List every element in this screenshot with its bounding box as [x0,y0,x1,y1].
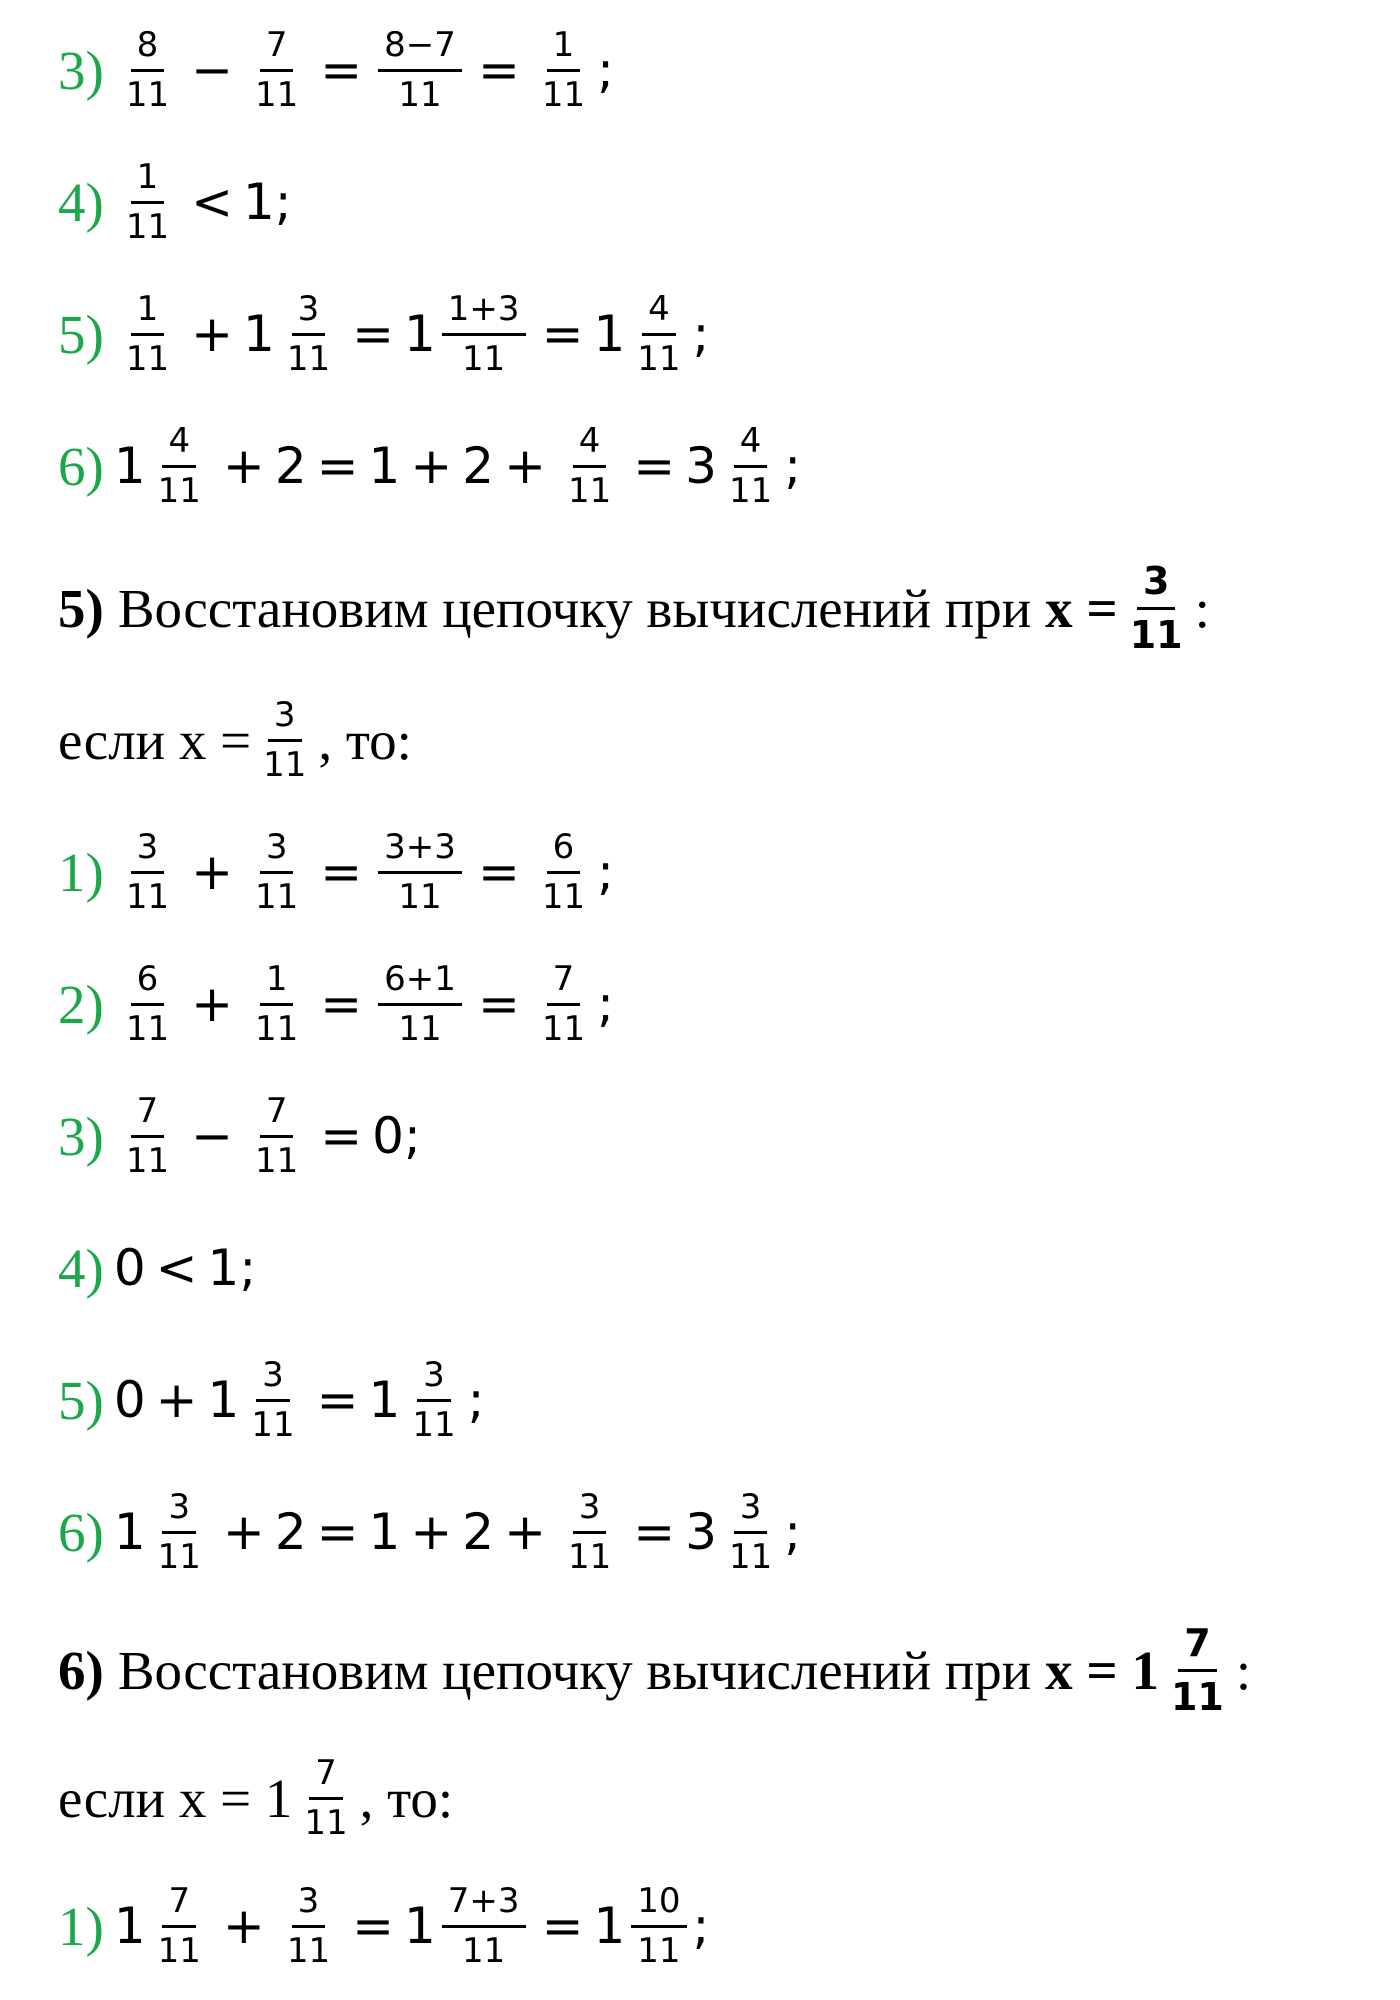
operator: = [316,1503,359,1561]
math-text: 1 [243,305,275,363]
math-text: 3 [685,1503,717,1561]
math-text: 1 [368,437,401,495]
fraction-denominator: 11 [728,470,773,511]
math-text: ; [784,1503,802,1561]
math-text: 1 [403,305,436,363]
fraction-denominator: 11 [251,1404,295,1445]
step-number: 3) [58,39,104,101]
operator: + [504,1503,546,1561]
fraction-numerator: 3+3 [378,828,462,873]
fraction [536,960,591,1047]
fraction [378,960,462,1047]
operator: = [320,41,363,99]
fraction [152,1882,207,1969]
math-text: 1 [113,1503,146,1561]
math-text: 1 [403,1897,436,1955]
fraction-denominator: 11 [255,1140,299,1181]
fraction-numerator: 3 [573,1488,607,1533]
operator: = [320,1107,363,1165]
fraction-denominator: 11 [125,206,170,247]
math-text: ; [784,437,802,495]
fraction [120,1092,175,1179]
fraction-denominator: 11 [125,338,170,379]
section6-heading-var: x = 1 [1045,1639,1159,1701]
fraction-denominator: 11 [412,1404,456,1445]
fraction-denominator: 11 [1170,1674,1224,1719]
fraction-denominator: 11 [462,1930,506,1971]
math-text: ; [597,975,614,1033]
math-text: ; [467,1371,485,1429]
math-text: 1; [243,173,292,231]
math-text: 0; [372,1107,421,1165]
operator: = [477,41,520,99]
math-text: 0 [113,1371,146,1429]
section5-step-2 [58,944,614,1064]
operator: − [191,41,233,99]
fraction-denominator: 11 [398,74,442,115]
step-number: 6) [58,435,104,497]
fraction-numerator: 1 [131,158,165,203]
block1-step-5 [58,274,709,394]
fraction [442,1882,526,1969]
math-text: ; [692,305,710,363]
fraction-denominator: 11 [157,1930,201,1971]
section6-heading-colon: : [1235,1639,1252,1701]
fraction-denominator: 11 [567,1536,612,1577]
fraction-denominator: 11 [567,470,612,511]
block1-step-6 [58,406,801,526]
fraction [562,422,617,509]
step-number: 1) [58,1895,104,1957]
fraction-numerator: 6 [547,828,581,873]
fraction-denominator: 11 [304,1802,348,1843]
section5-step-5 [58,1340,484,1460]
fraction-numerator: 7 [260,1092,294,1137]
section6-condition-fraction [298,1754,353,1841]
fraction-denominator: 11 [462,338,506,379]
fraction [631,1882,686,1969]
section6-condition [58,1738,453,1858]
math-text: 3 [685,437,717,495]
operator: < [191,173,233,231]
operator: + [222,1897,265,1955]
section6-condition-suffix: , то: [359,1767,454,1829]
fraction-numerator: 3 [292,290,326,335]
step-number: 4) [58,1237,104,1299]
operator: + [191,975,233,1033]
fraction-numerator: 1 [260,960,294,1005]
section5-step-3 [58,1076,421,1196]
fraction [723,1488,778,1575]
fraction-numerator: 7 [260,26,294,71]
fraction-numerator: 8 [131,26,165,71]
fraction-numerator: 1+3 [442,290,526,335]
fraction [245,1356,300,1443]
fraction [249,1092,304,1179]
fraction-numerator: 8−7 [378,26,462,71]
fraction [406,1356,461,1443]
operator: = [633,437,676,495]
fraction [152,1488,207,1575]
section5-heading-fraction [1124,560,1189,656]
fraction-denominator: 11 [255,876,299,917]
fraction-numerator: 7+3 [442,1882,526,1927]
operator: + [504,437,546,495]
step-number: 1) [58,841,104,903]
fraction-numerator: 7 [131,1092,165,1137]
step-number: 5) [58,1369,104,1431]
section6-heading [58,1610,1251,1730]
fraction-denominator: 11 [728,1536,773,1577]
fraction-denominator: 11 [157,1536,201,1577]
operator: = [316,1371,359,1429]
fraction [249,26,304,113]
step-number: 3) [58,1105,104,1167]
operator: − [191,1107,233,1165]
step-number: 6) [58,1501,104,1563]
fraction-denominator: 11 [125,876,170,917]
math-text: 0 [113,1239,146,1297]
math-text: 2 [274,1503,307,1561]
math-text: ; [597,41,614,99]
fraction-numerator: 7 [547,960,581,1005]
fraction-numerator: 4 [162,422,196,467]
fraction-denominator: 11 [125,1008,170,1049]
section6-heading-text: Восстановим цепочку вычислений при [117,1639,1032,1701]
fraction-denominator: 11 [286,1930,331,1971]
operator: + [222,437,265,495]
operator: = [477,975,520,1033]
math-text: 2 [462,1503,495,1561]
section5-condition-prefix: если x = [58,709,252,771]
fraction [536,828,591,915]
fraction [631,290,686,377]
step-number: 2) [58,973,104,1035]
fraction-denominator: 11 [255,74,299,115]
fraction [723,422,778,509]
fraction-numerator: 3 [417,1356,451,1401]
fraction-numerator: 7 [162,1882,196,1927]
fraction-numerator: 4 [734,422,768,467]
step-number: 5) [58,303,104,365]
operator: + [410,1503,453,1561]
fraction [378,26,462,113]
fraction-numerator: 10 [631,1882,686,1927]
fraction [120,26,175,113]
fraction-denominator: 11 [398,1008,442,1049]
fraction-denominator: 11 [263,744,307,785]
fraction-denominator: 11 [1129,612,1183,657]
fraction-denominator: 11 [157,470,201,511]
operator: = [316,437,359,495]
fraction-numerator: 3 [268,696,302,741]
fraction-numerator: 1 [131,290,165,335]
fraction-denominator: 11 [255,1008,299,1049]
fraction [249,828,304,915]
math-text: 2 [274,437,307,495]
fraction-denominator: 11 [125,1140,170,1181]
fraction-denominator: 11 [541,74,586,115]
fraction-numerator: 3 [292,1882,326,1927]
fraction-denominator: 11 [637,338,681,379]
math-text: 1; [207,1239,257,1297]
math-text: 1 [593,1897,626,1955]
fraction-numerator: 3 [162,1488,196,1533]
section6-step-1 [58,1866,709,1986]
fraction [442,290,526,377]
math-text: 1 [368,1371,401,1429]
fraction-numerator: 4 [573,422,607,467]
section5-step-4 [58,1208,256,1328]
operator: + [222,1503,265,1561]
fraction-numerator: 3 [256,1356,290,1401]
fraction-denominator: 11 [125,74,170,115]
step-number: 4) [58,171,104,233]
section5-heading [58,548,1210,668]
math-text: 1 [207,1371,240,1429]
section5-step-6 [58,1472,801,1592]
section5-condition-suffix: , то: [318,709,412,771]
operator: = [320,843,363,901]
math-text: 2 [462,437,495,495]
fraction [120,828,175,915]
operator: + [410,437,453,495]
operator: < [155,1239,198,1297]
section5-heading-text: Восстановим цепочку вычислений при [117,577,1032,639]
fraction-denominator: 11 [541,876,586,917]
block1-step-3 [58,10,614,130]
fraction-numerator: 6+1 [378,960,462,1005]
fraction [281,290,336,377]
fraction [562,1488,617,1575]
section6-heading-number: 6) [58,1639,104,1701]
section5-heading-number: 5) [58,577,104,639]
operator: + [155,1371,198,1429]
math-text: 1 [113,437,146,495]
operator: = [541,305,584,363]
fraction [152,422,207,509]
fraction-numerator: 3 [131,828,165,873]
operator: = [352,305,394,363]
fraction-numerator: 3 [1137,560,1175,610]
section6-heading-fraction [1165,1622,1230,1718]
section5-step-1 [58,812,614,932]
fraction-numerator: 3 [734,1488,768,1533]
fraction-numerator: 6 [131,960,165,1005]
operator: + [191,305,233,363]
fraction-numerator: 3 [260,828,294,873]
fraction-denominator: 11 [637,1930,681,1971]
block1-step-4 [58,142,292,262]
fraction-denominator: 11 [286,338,331,379]
operator: = [541,1897,584,1955]
math-text: 1 [113,1897,146,1955]
math-text: 1 [593,305,626,363]
section5-condition-fraction [257,696,312,783]
math-text: ; [692,1897,710,1955]
section5-heading-var: x = [1045,577,1118,639]
fraction [120,290,175,377]
section5-condition [58,680,412,800]
operator: = [477,843,520,901]
operator: = [633,1503,676,1561]
operator: + [191,843,233,901]
operator: = [320,975,363,1033]
fraction-numerator: 7 [1178,1622,1216,1672]
math-text: 1 [368,1503,401,1561]
section5-heading-colon: : [1194,577,1210,639]
fraction [120,158,175,245]
fraction-numerator: 1 [547,26,581,71]
fraction-numerator: 7 [309,1754,343,1799]
fraction-denominator: 11 [541,1008,586,1049]
fraction [249,960,304,1047]
fraction [120,960,175,1047]
fraction-denominator: 11 [398,876,442,917]
fraction-numerator: 4 [642,290,676,335]
section6-condition-prefix: если x = 1 [58,1767,293,1829]
fraction [378,828,462,915]
math-text: ; [597,843,614,901]
operator: = [352,1897,394,1955]
fraction [281,1882,336,1969]
fraction [536,26,591,113]
